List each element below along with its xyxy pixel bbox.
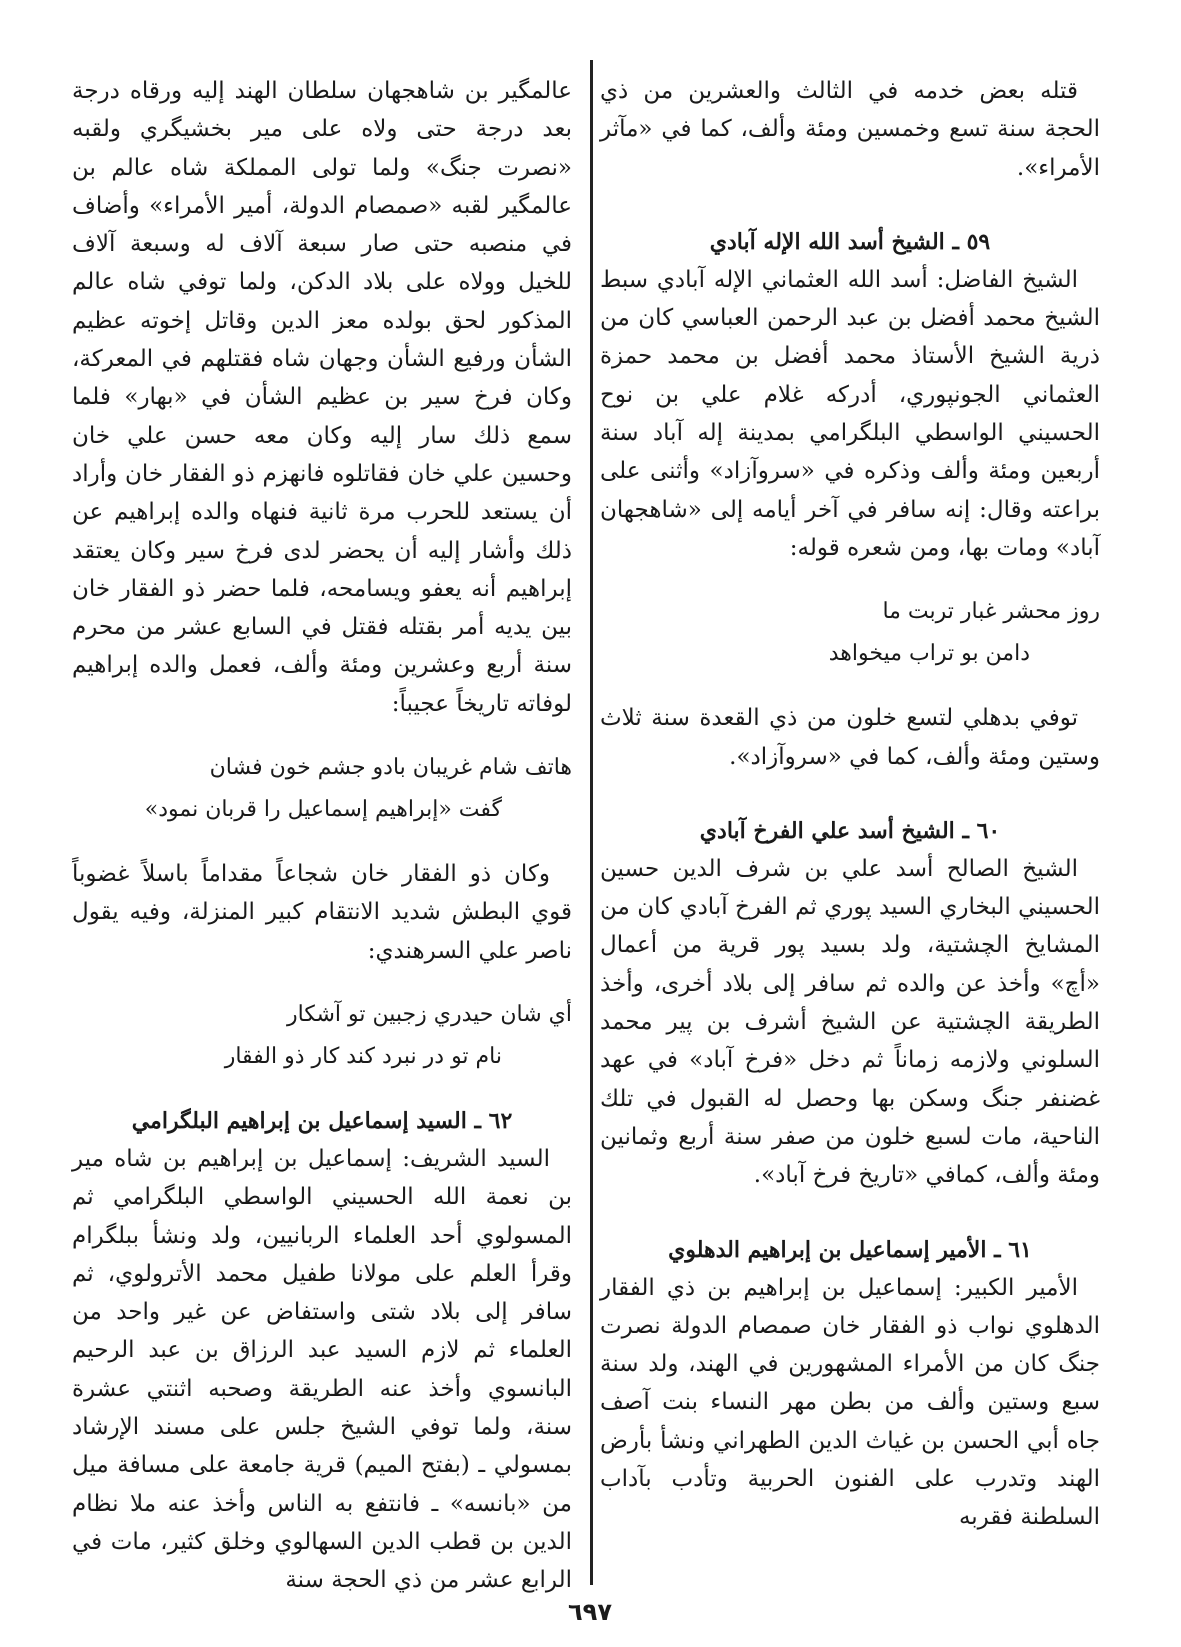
entry-61-body: الأمير الكبير: إسماعيل بن إبراهيم بن ذي الفقار الدهلوي نواب ذو الفقار خان صمصام الدولة نصرت جنگ كان من الأمراء المشهورين في الهند، ولد سنة سبع وستين وألف من بطن مهر النساء بنت آصف جاه أبي الحسن بن غياث الدين الطهراني ونشأ بأرض الهند وتدرب على الفنون الحربية وتأدب بآداب السلطنة فقربه — [600, 1274, 1100, 1531]
entry-59-verse-2: دامن بو تراب ميخواهد — [828, 641, 1030, 667]
entry-62-heading: ٦٢ ـ السيد إسماعيل بن إبراهيم البلگرامي — [131, 1107, 513, 1134]
chronogram-verse-2: گفت «إبراهيم إسماعيل را قربان نمود» — [144, 797, 502, 823]
entry-59-verse-1: روز محشر غبار تربت ما — [882, 599, 1100, 625]
entry-continuation: قتله بعض خدمه في الثالث والعشرين من ذي الحجة سنة تسع وخمسين ومئة وألف، كما في «مآثر الأمراء». — [600, 78, 1100, 181]
entry-59-heading: ٥٩ ـ الشيخ أسد الله الإله آبادي — [709, 228, 991, 255]
entry-60-heading: ٦٠ ـ الشيخ أسد علي الفرخ آبادي — [699, 817, 1001, 844]
left-column — [72, 72, 572, 1600]
entry-61-continuation: عالمگير بن شاهجهان سلطان الهند إليه ورقاه درجة بعد درجة حتى ولاه على مير بخشيگري ولقبه «نصرت جنگ» ولما تولى المملكة شاه عالم بن عالمگير لقبه «صمصام الدولة، أمير الأمراء» وأضاف في منصبه حتى صار سبعة آلاف له وسبعة آلاف للخيل وولاه على بلاد الدكن، ولما توفي شاه عالم المذكور لحق بولده معز الدين وقاتل إخوته عظيم الشأن ورفيع الشأن وجهان شاه فقتلهم في المعركة، وكان فرخ سير بن عظيم الشأن في «بهار» فلما سمع ذلك سار إليه وكان معه حسن علي خان وحسين علي خان فقاتلوه فانهزم ذو الفقار خان وأراد أن يستعد للحرب مرة ثانية فنهاه والده إبراهيم عن ذلك وأشار إليه أن يحضر لدى فرخ سير وكان يعتقد إبراهيم أنه يعفو ويسامحه، فلما حضر ذو الفقار خان بين يديه أمر بقتله فقتل في السابع عشر من محرم سنة أربع وعشرين ومئة وألف، فعمل والده إبراهيم لوفاته تاريخاً عجيباً: — [72, 78, 572, 717]
right-column — [600, 72, 1100, 1537]
praise-verse-1: أي شان حيدري زجبين تو آشكار — [287, 1001, 572, 1027]
entry-59-closing: توفي بدهلي لتسع خلون من ذي القعدة سنة ثلاث وستين ومئة وألف، كما في «سروآزاد». — [600, 705, 1100, 770]
page-number: ٦٩٧ — [568, 1598, 612, 1626]
chronogram-verse-1: هاتف شام غريبان بادو جشم خون فشان — [209, 755, 572, 781]
entry-62-body: السيد الشريف: إسماعيل بن إبراهيم بن شاه مير بن نعمة الله الحسيني الواسطي البلگرامي ثم المسولوي أحد العلماء الربانيين، ولد ونشأ ببلگرام وقرأ العلم على مولانا طفيل محمد الأترولوي، ثم سافر إلى بلاد شتى واستفاض عن غير واحد من العلماء ثم لازم السيد عبد الرزاق بن عبد الرحيم البانسوي وأخذ عنه الطريقة وصحبه اثنتي عشرة سنة، ولما توفي الشيخ جلس على مسند الإرشاد بمسولي ـ (بفتح الميم) قرية جامعة على مسافة ميل من «بانسه» ـ فانتفع به الناس وأخذ عنه ملا نظام الدين بن قطب الدين السهالوي وخلق كثير، مات في الرابع عشر من ذي الحجة سنة — [72, 1145, 572, 1594]
entry-61-heading: ٦١ ـ الأمير إسماعيل بن إبراهيم الدهلوي — [668, 1236, 1032, 1263]
entry-61-praise: وكان ذو الفقار خان شجاعاً مقداماً باسلاً غضوباً قوي البطش شديد الانتقام كبير المنزلة، وفيه يقول ناصر علي السرهندي: — [72, 861, 572, 964]
entry-60-body: الشيخ الصالح أسد علي بن شرف الدين حسين الحسيني البخاري السيد پوري ثم الفرخ آبادي كان من المشايخ الچشتية، ولد بسيد پور قرية من أعمال «أچ» وأخذ عن والده ثم سافر إلى بلاد أخرى، وأخذ الطريقة الچشتية عن الشيخ أشرف بن پير محمد السلوني ولازمه زماناً ثم دخل «فرخ آباد» في عهد غضنفر جنگ وسكن بها وحصل له القبول في تلك الناحية، مات لسبع خلون من صفر سنة أربع وثمانين ومئة وألف، كمافي «تاريخ فرخ آباد». — [600, 855, 1100, 1189]
praise-verse-2: نام تو در نبرد كند كار ذو الفقار — [224, 1043, 502, 1069]
column-divider — [590, 60, 593, 1585]
entry-59-body: الشيخ الفاضل: أسد الله العثماني الإله آبادي سبط الشيخ محمد أفضل بن عبد الرحمن العباسي كان من ذرية الشيخ الأستاذ محمد أفضل بن محمد حمزة العثماني الجونپوري، أدركه غلام علي بن نوح الحسيني الواسطي البلگرامي بمدينة إله آباد سنة أربعين ومئة وألف وذكره في «سروآزاد» وأثنى على براعته وقال: إنه سافر في آخر أيامه إلى «شاهجهان آباد» ومات بها، ومن شعره قوله: — [600, 266, 1100, 561]
